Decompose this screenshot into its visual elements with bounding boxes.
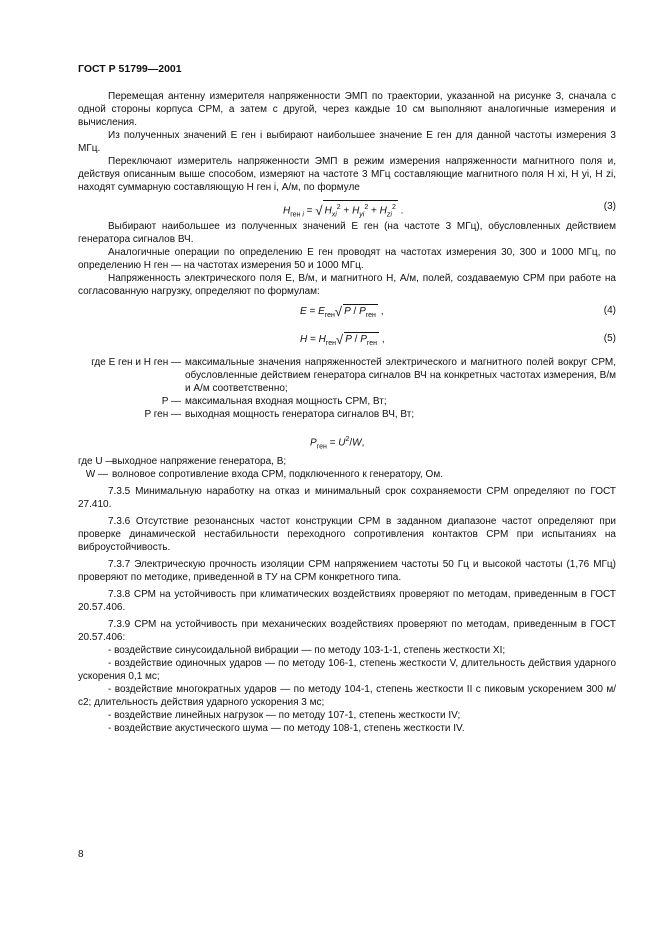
variable-text-u: выходное напряжение генератора, В;	[112, 456, 287, 467]
formula-3-number: (3)	[603, 201, 616, 212]
formula-p-gen-expression: $P_{ген} = U^2/W$,	[310, 436, 365, 451]
formula-4-number: (4)	[603, 305, 616, 316]
list-item: - воздействие одиночных ударов — по методу 106-1, степень жесткости V, длительность действия ударного ускорения 0,1 мс;	[78, 658, 616, 682]
formula-p-gen	[78, 421, 616, 455]
document-code-header: ГОСТ Р 51799—2001	[78, 63, 182, 75]
definition-text-p: максимальная входная мощность СРМ, Вт;	[185, 396, 387, 407]
formula-5-number: (5)	[603, 333, 616, 344]
paragraph-2: Из полученных значений E ген i выбирают наибольшее значение E ген для данной частоты измерения 3 МГц.	[78, 130, 616, 154]
list-item: - воздействие акустического шума — по методу 108-1, степень жесткости IV.	[108, 723, 465, 734]
paragraph-6: Напряженность электрического поля E, В/м, и магнитного H, А/м, полей, создаваемую СРМ при работе на согласованную нагрузку, определяют по формулам:	[78, 273, 616, 297]
variable-text-w: волновое сопротивление входа СРМ, подключенного к генератору, Ом.	[112, 469, 443, 480]
variable-term-w: W —	[85, 469, 108, 480]
clause-7-3-9: 7.3.9 СРМ на устойчивость при механических воздействиях проверяют по методам, приведенным в ГОСТ 20.57.406:	[78, 619, 616, 643]
formula-3	[78, 194, 616, 220]
document-body	[78, 90, 616, 735]
clause-7-3-5: 7.3.5 Минимальную наработку на отказ и минимальный срок сохраняемости СРМ определяют по ГОСТ 27.410.	[78, 486, 616, 510]
formula-4	[78, 298, 616, 326]
definition-term-e-h: где E ген и H ген —	[91, 357, 181, 368]
definition-term-p-gen: P ген —	[144, 409, 181, 420]
variable-term-u: где U —	[78, 456, 116, 467]
definition-text-p-gen: выходная мощность генератора сигналов ВЧ, Вт;	[185, 409, 415, 420]
paragraph-5: Аналогичные операции по определению E ген проводят на частотах измерения 30, 300 и 1000 МГц, по определению H ген — на частотах измерения 50 и 1000 МГц.	[78, 247, 616, 271]
page-number: 8	[78, 849, 84, 860]
variables-list	[78, 455, 616, 468]
definition-text-e-h: максимальные значения напряженностей электрического и магнитного полей вокруг СРМ, обусловленные действием генератора сигналов ВЧ на конкретных частотах измерения, В/м и А/м соответственно;	[185, 357, 616, 394]
formula-5-expression: $H = H_{ген}√$ P / $P_{ген}$ ,	[300, 332, 385, 350]
variables-list-w	[78, 468, 616, 481]
clause-7-3-8: 7.3.8 СРМ на устойчивость при климатических воздействиях проверяют по методам, приведенным в ГОСТ 20.57.406.	[78, 589, 616, 613]
list-item: - воздействие синусоидальной вибрации — по методу 103-1-1, степень жесткости XI;	[108, 645, 506, 656]
clause-7-3-6: 7.3.6 Отсутствие резонансных частот конструкции СРМ в заданном диапазоне частот определяют при проверке динамической нестабильности переходного сопротивления контактов СРМ при испытаниях на виброустойчивость.	[78, 516, 616, 553]
clause-7-3-7: 7.3.7 Электрическую прочность изоляции СРМ напряжением частоты 50 Гц и высокой частоты (1,76 МГц) проверяют по методике, приведенной в ТУ на СРМ конкретного типа.	[78, 559, 616, 583]
paragraph-3: Переключают измеритель напряженности ЭМП в режим измерения напряженности магнитного поля и, действуя описанным выше способом, измеряют на частоте 3 МГц составляющие магнитного поля H xi, H yi, H zi, находят суммарную составляющую H ген i, А/м, по формуле	[78, 156, 616, 193]
list-item: - воздействие линейных нагрузок — по методу 107-1, степень жесткости IV;	[108, 710, 461, 721]
list-item: - воздействие многократных ударов — по методу 104-1, степень жесткости II с пиковым ускорением 300 м/с2; длительность действия ударного ускорения 3 мс;	[78, 684, 616, 708]
formula-3-expression: $H_{ген i}$ = √ $H_{xi}^2 + H_{yi}^2 + H_{zi}^2$ .	[283, 200, 403, 221]
paragraph-1: Перемещая антенну измерителя напряженности ЭМП по траектории, указанной на рисунке 3, сначала с одной стороны корпуса СРМ, а затем с другой, через каждые 10 см выполняют аналогичные измерения и вычисления.	[78, 91, 616, 128]
definitions-list	[78, 356, 616, 421]
definition-term-p: P —	[161, 396, 181, 407]
formula-5	[78, 326, 616, 356]
mechanical-tests-list	[78, 644, 616, 735]
paragraph-4: Выбирают наибольшее из полученных значений E ген (на частоте 3 МГц), обусловленных действием генератора сигналов ВЧ.	[78, 221, 616, 245]
formula-4-expression: $E = E_{ген}√$ P / $P_{ген}$ ,	[300, 304, 383, 322]
